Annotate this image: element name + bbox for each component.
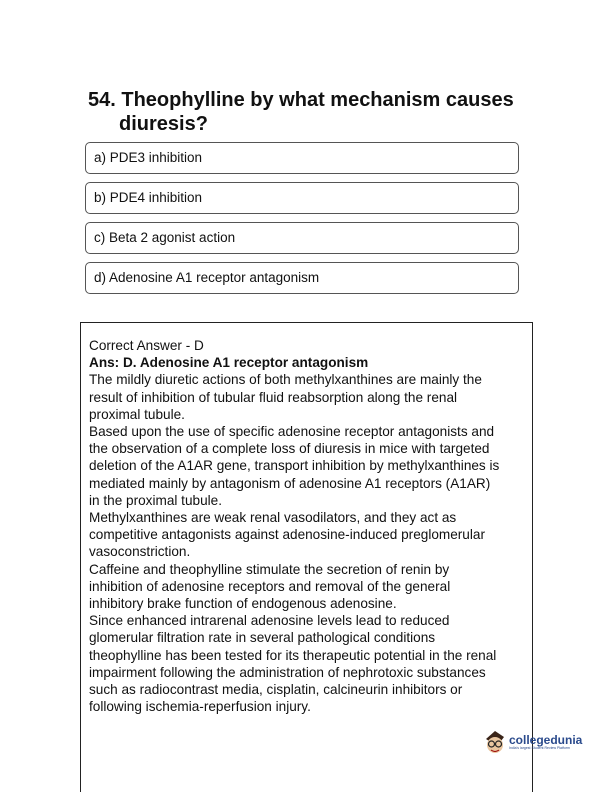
correct-answer: Correct Answer - D (89, 338, 204, 353)
question-title (88, 88, 514, 136)
answer-line: proximal tubule. (89, 406, 185, 422)
answer-line: The mildly diuretic actions of both methylxanthines are mainly the (89, 372, 482, 388)
question-number: 54. (88, 89, 116, 111)
answer-line: competitive antagonists against adenosine-induced preglomerular (89, 527, 485, 543)
answer-line: impairment following the administration of nephrotoxic substances (89, 664, 486, 680)
logo-tagline: India's largest Student Review Platform (509, 746, 570, 750)
answer-line: Based upon the use of specific adenosine receptor antagonists and (89, 424, 495, 440)
answer-line: such as radiocontrast media, cisplatin, calcineurin inhibitors or (89, 682, 463, 698)
answer-line: result of inhibition of tubular fluid reabsorption along the renal (89, 389, 458, 405)
answer-line: vasoconstriction. (89, 544, 191, 560)
answer-line: Methylxanthines are weak renal vasodilators, and they act as (89, 510, 457, 526)
option-a[interactable]: a) PDE3 inhibition (85, 142, 519, 174)
answer-heading: Ans: D. Adenosine A1 receptor antagonism (89, 355, 369, 371)
answer-line: inhibition of adenosine receptors and removal of the general (89, 578, 451, 594)
answer-line: Caffeine and theophylline stimulate the secretion of renin by (89, 561, 450, 577)
answer-line: mediated mainly by antagonism of adenosine A1 receptors (A1AR) (89, 475, 491, 491)
mascot-icon (483, 729, 507, 755)
option-b[interactable]: b) PDE4 inhibition (85, 182, 519, 214)
question-text-line2: diuresis? (119, 113, 208, 135)
answer-line: following ischemia-reperfusion injury. (89, 699, 311, 715)
answer-line: in the proximal tubule. (89, 492, 222, 508)
answer-line: inhibitory brake function of endogenous adenosine. (89, 596, 397, 612)
answer-line: the observation of a complete loss of diuresis in mice with targeted (89, 441, 490, 457)
answer-line: deletion of the A1AR gene, transport inhibition by methylxanthines is (89, 458, 500, 474)
answer-box (80, 322, 533, 792)
collegedunia-logo (483, 729, 582, 755)
answer-line: Since enhanced intrarenal adenosine levels lead to reduced (89, 613, 450, 629)
answer-line: glomerular filtration rate in several pathological conditions (89, 630, 436, 646)
option-d[interactable]: d) Adenosine A1 receptor antagonism (85, 262, 519, 294)
option-c[interactable]: c) Beta 2 agonist action (85, 222, 519, 254)
question-text-line1: Theophylline by what mechanism causes (121, 89, 514, 111)
answer-line: theophylline has been tested for its therapeutic potential in the renal (89, 647, 497, 663)
logo-name: collegedunia (509, 733, 583, 747)
